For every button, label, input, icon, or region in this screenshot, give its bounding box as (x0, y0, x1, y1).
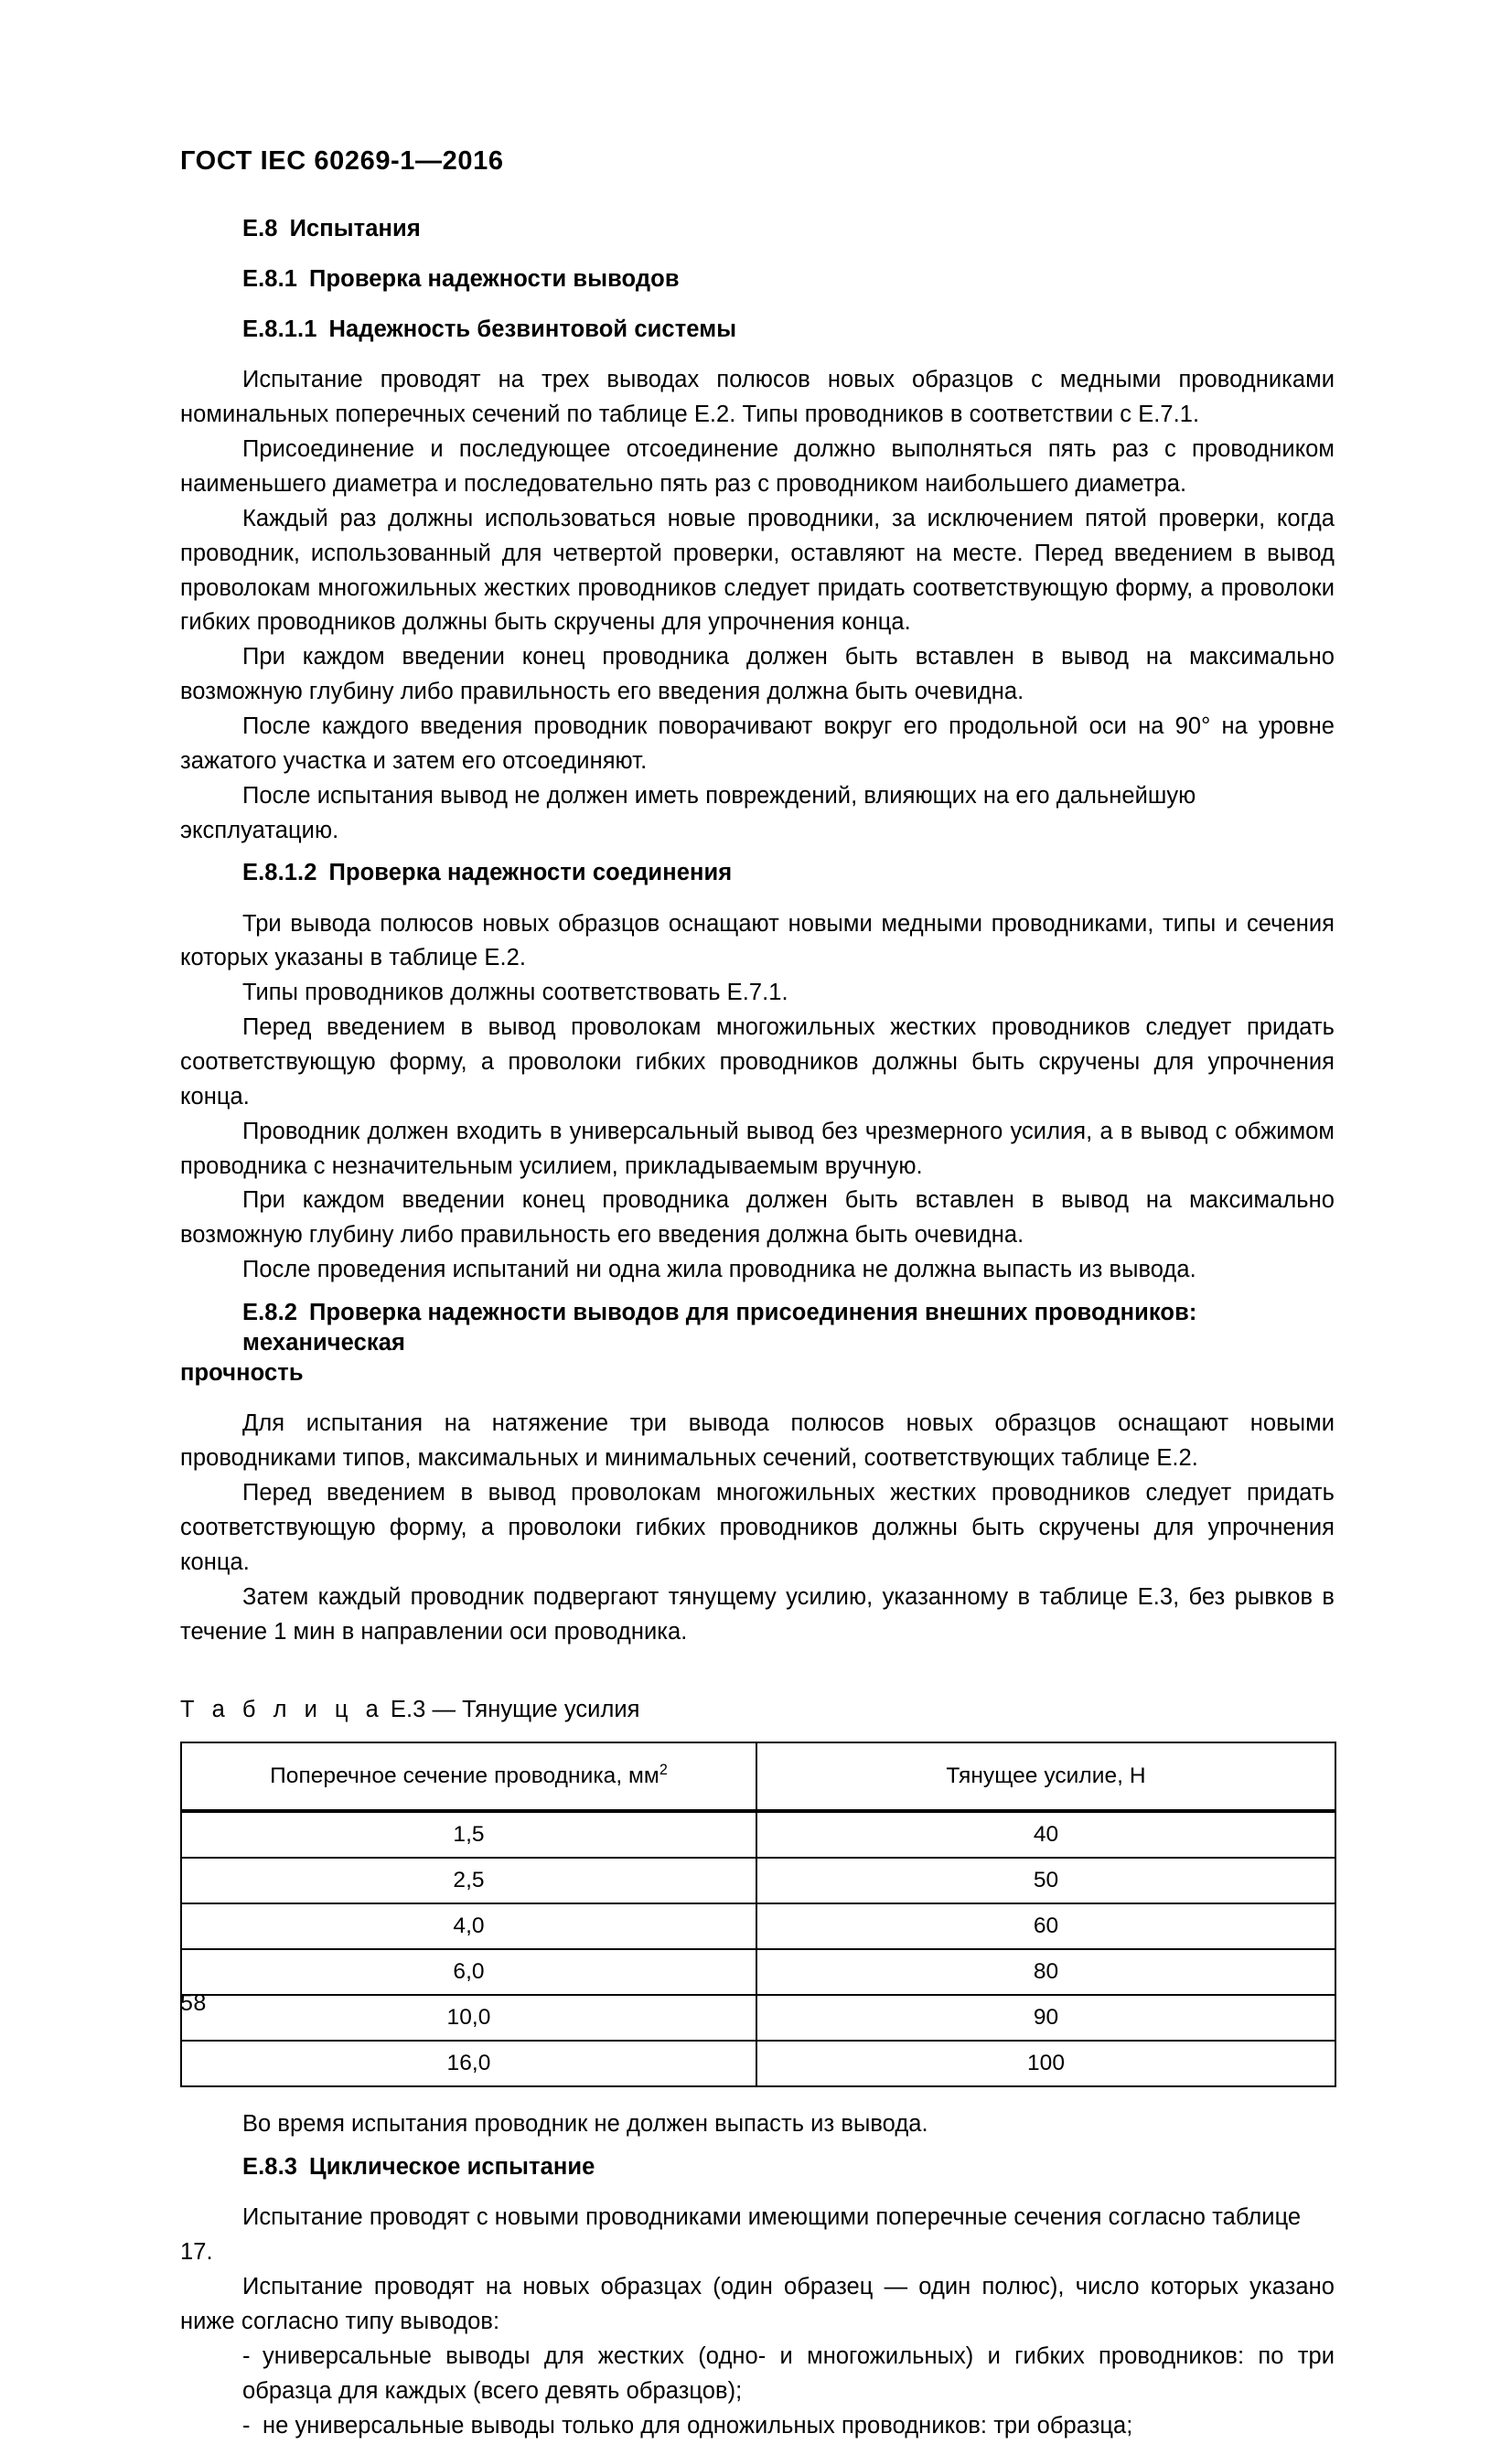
spacer (180, 848, 1335, 858)
paragraph: Типы проводников должны соответствовать E.7.1. (242, 980, 788, 1006)
spacer (180, 2142, 1335, 2152)
cell-force: 50 (756, 1858, 1335, 1903)
paragraph: Испытание проводят на новых образцах (один образец — один полюс), число которых указано ниже согласно типу выводов: (180, 2274, 1335, 2335)
heading-e81-title: Проверка надежности выводов (309, 266, 680, 293)
cell-section: 10,0 (181, 1995, 756, 2041)
heading-e811 (180, 315, 1335, 345)
column-header-force: Тянущее усилие, Н (756, 1742, 1335, 1811)
table-caption (180, 1697, 1335, 1723)
table-row (181, 1903, 1335, 1949)
table-body (181, 1811, 1335, 2086)
list-item-text: универсальные выводы для жестких (одно- и многожильных) и гибких проводников: по три образца для каждых (всего девять образцов); (242, 2342, 1335, 2404)
heading-e82-number: E.8.2 (242, 1300, 298, 1326)
paragraph: Испытание проводят с новыми проводниками имеющими поперечные сечения согласно таблице 17. (180, 2204, 1302, 2266)
heading-e83 (180, 2152, 1335, 2182)
table-row (181, 1811, 1335, 1858)
spacer (180, 1723, 1335, 1742)
paragraph: При каждом введении конец проводника должен быть вставлен в вывод на максимально возможную глубину либо правильность его введения должна быть очевидна. (180, 644, 1335, 705)
heading-e83-number: E.8.3 (242, 2154, 298, 2181)
heading-e82-title-line2: прочность (180, 1360, 304, 1387)
bullet-dash: - (242, 2412, 251, 2439)
spacer (180, 2182, 1335, 2201)
paragraph: Перед введением в вывод проволокам многожильных жестких проводников следует придать соответствующую форму, а проволоки гибких проводников должны быть скручены для упрочнения конца. (180, 1014, 1335, 1109)
paragraph: Перед введением в вывод проволокам многожильных жестких проводников следует придать соответствующую форму, а проволоки гибких проводников должны быть скручены для упрочнения конца. (180, 1480, 1335, 1575)
heading-e812-title: Проверка надежности соединения (328, 860, 733, 886)
table-caption-label: Т а б л и ц а (180, 1697, 384, 1723)
running-header: ГОСТ IEC 60269-1—2016 (180, 146, 504, 176)
cell-force: 80 (756, 1949, 1335, 1995)
paragraph: Испытание проводят на трех выводах полюсов новых образцов с медными проводниками номинальных поперечных сечений по таблице E.2. Типы проводников в соответствии с E.7.1. (180, 367, 1335, 428)
table-caption-rest: E.3 — Тянущие усилия (383, 1697, 640, 1723)
paragraph: Во время испытания проводник не должен выпасть из вывода. (242, 2111, 928, 2138)
column-header-section-exponent: 2 (659, 1762, 668, 1779)
column-header-section (181, 1742, 756, 1811)
page-body (180, 214, 1335, 2444)
paragraph: Присоединение и последующее отсоединение должно выполняться пять раз с проводником наименьшего диаметра и последовательно пять раз с проводником наибольшего диаметра. (180, 436, 1335, 497)
paragraph: После испытания вывод не должен иметь повреждений, влияющих на его дальнейшую эксплуатацию. (180, 782, 1196, 843)
table-row (181, 1995, 1335, 2041)
spacer (180, 295, 1335, 315)
paragraph: Три вывода полюсов новых образцов оснащают новыми медными проводниками, типы и сечения которых указаны в таблице E.2. (180, 910, 1335, 971)
cell-force: 90 (756, 1995, 1335, 2041)
heading-e812-number: E.8.1.2 (242, 860, 317, 886)
heading-e82-line1 (180, 1298, 1335, 1358)
table-row (181, 1858, 1335, 1903)
list-item (180, 2340, 1335, 2409)
heading-e812 (180, 858, 1335, 888)
heading-e8-title: Испытания (289, 216, 421, 241)
cell-section: 16,0 (181, 2041, 756, 2086)
bullet-dash: - (242, 2342, 251, 2369)
table-row (181, 2041, 1335, 2086)
page-number: 58 (180, 1990, 207, 2016)
paragraph: После проведения испытаний ни одна жила проводника не должна выпасть из вывода. (242, 1257, 1196, 1283)
heading-e83-title: Циклическое испытание (309, 2154, 595, 2181)
spacer (180, 889, 1335, 907)
table-header-row (181, 1742, 1335, 1811)
heading-e81 (180, 264, 1335, 295)
heading-e8 (180, 214, 1335, 244)
heading-e82-line2 (180, 1358, 1335, 1388)
cell-force: 40 (756, 1811, 1335, 1858)
paragraph: После каждого введения проводник поворачивают вокруг его продольной оси на 90° на уровне зажатого участка и затем его отсоединяют. (180, 713, 1335, 774)
column-header-section-label: Поперечное сечение проводника, мм (270, 1763, 659, 1789)
paragraph: Для испытания на натяжение три вывода полюсов новых образцов оснащают новыми проводниками типов, максимальных и минимальных сечений, соответствующих таблице E.2. (180, 1410, 1335, 1472)
heading-e811-number: E.8.1.1 (242, 316, 317, 343)
paragraph: Каждый раз должны использоваться новые проводники, за исключением пятой проверки, когда проводник, использованный для четвертой проверки, оставляют на месте. Перед введением в вывод проволокам многожильных жестких проводников следует придать соответствующую форму, а проволоки гибких проводников должны быть скручены для упрочнения конца. (180, 505, 1335, 636)
cell-force: 100 (756, 2041, 1335, 2086)
paragraph: Проводник должен входить в универсальный вывод без чрезмерного усилия, а в вывод с обжимом проводника с незначительным усилием, прикладываемым вручную. (180, 1118, 1335, 1179)
heading-e8-number: E.8 (242, 216, 278, 241)
list-item-text: не универсальные выводы только для одножильных проводников: три образца; (263, 2412, 1133, 2439)
pulling-forces-table (180, 1742, 1336, 2087)
spacer (180, 1649, 1335, 1697)
spacer (180, 244, 1335, 264)
spacer (180, 1388, 1335, 1407)
spacer (180, 2087, 1335, 2107)
list-item (180, 2409, 1335, 2444)
cell-section: 1,5 (181, 1811, 756, 1858)
cell-section: 4,0 (181, 1903, 756, 1949)
spacer (180, 345, 1335, 363)
paragraph: При каждом введении конец проводника должен быть вставлен в вывод на максимально возможную глубину либо правильность его введения должна быть очевидна. (180, 1187, 1335, 1249)
cell-force: 60 (756, 1903, 1335, 1949)
heading-e81-number: E.8.1 (242, 266, 298, 293)
spacer (180, 1288, 1335, 1298)
heading-e82-title-line1: Проверка надежности выводов для присоединения внешних проводников: механическая (242, 1300, 1197, 1356)
paragraph: Затем каждый проводник подвергают тянущему усилию, указанному в таблице E.3, без рывков в течение 1 мин в направлении оси проводника. (180, 1583, 1335, 1645)
cell-section: 2,5 (181, 1858, 756, 1903)
table-row (181, 1949, 1335, 1995)
cell-section: 6,0 (181, 1949, 756, 1995)
heading-e811-title: Надежность безвинтовой системы (328, 316, 737, 343)
